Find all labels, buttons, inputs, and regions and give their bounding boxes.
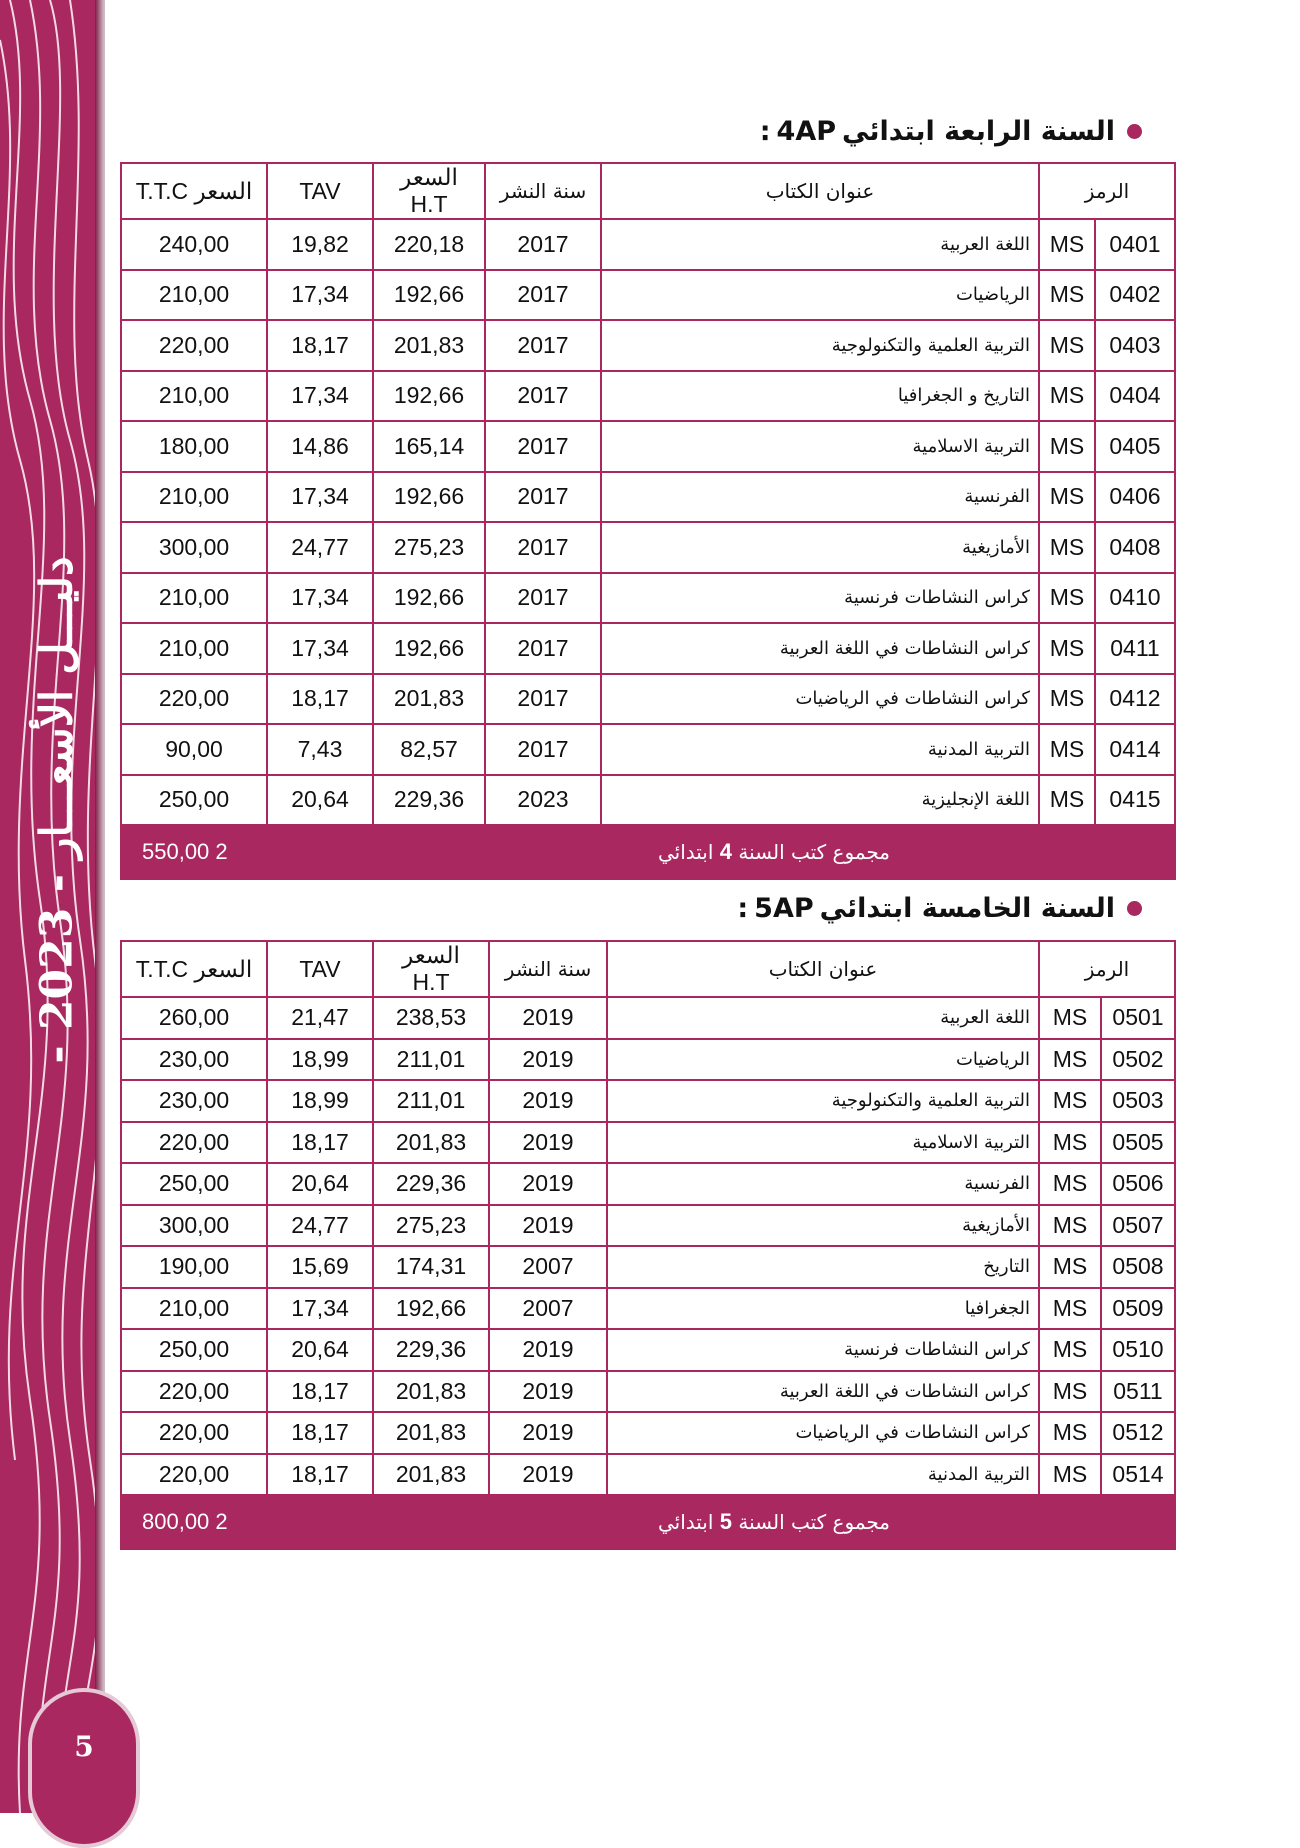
cell-year: 2017	[485, 219, 601, 270]
cell-code: 0414	[1095, 724, 1175, 775]
cell-tav: 24,77	[267, 522, 373, 573]
total-value: 2 800,00	[121, 1495, 373, 1549]
cell-ms: MS	[1039, 1288, 1101, 1330]
cell-year: 2019	[489, 1039, 607, 1081]
header-title: عنوان الكتاب	[607, 941, 1039, 997]
header-tav: TAV	[267, 163, 373, 219]
cell-code: 0401	[1095, 219, 1175, 270]
cell-ht: 229,36	[373, 1329, 489, 1371]
cell-code: 0408	[1095, 522, 1175, 573]
table-row	[121, 1288, 1175, 1330]
cell-ttc: 300,00	[121, 1205, 267, 1247]
cell-tav: 17,34	[267, 472, 373, 523]
cell-code: 0511	[1101, 1371, 1175, 1413]
cell-tav: 24,77	[267, 1205, 373, 1247]
heading-code: 5AP	[754, 893, 814, 924]
cell-ttc: 230,00	[121, 1080, 267, 1122]
cell-year: 2017	[485, 472, 601, 523]
cell-ht: 238,53	[373, 997, 489, 1039]
cell-ms: MS	[1039, 724, 1095, 775]
cell-tav: 18,17	[267, 1454, 373, 1496]
cell-title: الأمازيغية	[601, 522, 1039, 573]
cell-ttc: 210,00	[121, 371, 267, 422]
cell-year: 2007	[489, 1288, 607, 1330]
cell-year: 2019	[489, 1163, 607, 1205]
cell-ht: 201,83	[373, 1454, 489, 1496]
cell-title: الجغرافيا	[607, 1288, 1039, 1330]
cell-ms: MS	[1039, 1412, 1101, 1454]
cell-year: 2019	[489, 1205, 607, 1247]
total-row-5ap	[121, 1495, 1175, 1549]
sidebar-edge	[95, 0, 105, 1813]
cell-year: 2019	[489, 1412, 607, 1454]
cell-year: 2017	[485, 371, 601, 422]
cell-ht: 201,83	[373, 320, 485, 371]
cell-code: 0412	[1095, 674, 1175, 725]
cell-code: 0503	[1101, 1080, 1175, 1122]
table-row	[121, 421, 1175, 472]
cell-ht: 192,66	[373, 270, 485, 321]
heading-colon: :	[759, 116, 771, 147]
cell-ttc: 210,00	[121, 472, 267, 523]
cell-year: 2019	[489, 1454, 607, 1496]
cell-ms: MS	[1039, 1080, 1101, 1122]
cell-title: كراس النشاطات في اللغة العربية	[601, 623, 1039, 674]
table-row	[121, 674, 1175, 725]
cell-tav: 18,17	[267, 674, 373, 725]
page-number: 5	[74, 1730, 94, 1763]
cell-ttc: 300,00	[121, 522, 267, 573]
cell-code: 0510	[1101, 1329, 1175, 1371]
bullet-icon	[1127, 901, 1142, 916]
cell-year: 2007	[489, 1246, 607, 1288]
table-header-row	[121, 163, 1175, 219]
cell-year: 2019	[489, 1122, 607, 1164]
header-year: سنة النشر	[485, 163, 601, 219]
cell-tav: 14,86	[267, 421, 373, 472]
cell-ttc: 240,00	[121, 219, 267, 270]
price-table-5ap	[120, 940, 1176, 1550]
cell-code: 0405	[1095, 421, 1175, 472]
header-ttc: السعر T.T.C	[121, 941, 267, 997]
cell-title: التاريخ	[607, 1246, 1039, 1288]
bullet-icon	[1127, 124, 1142, 139]
cell-title: كراس النشاطات في اللغة العربية	[607, 1371, 1039, 1413]
cell-title: التربية المدنية	[607, 1454, 1039, 1496]
cell-code: 0406	[1095, 472, 1175, 523]
cell-code: 0502	[1101, 1039, 1175, 1081]
total-value: 2 550,00	[121, 825, 373, 879]
cell-ht: 275,23	[373, 1205, 489, 1247]
cell-ttc: 210,00	[121, 1288, 267, 1330]
header-tav: TAV	[267, 941, 373, 997]
cell-code: 0514	[1101, 1454, 1175, 1496]
cell-year: 2017	[485, 623, 601, 674]
cell-ms: MS	[1039, 997, 1101, 1039]
cell-code: 0505	[1101, 1122, 1175, 1164]
sidebar	[0, 0, 105, 1813]
cell-year: 2019	[489, 997, 607, 1039]
cell-ht: 201,83	[373, 674, 485, 725]
cell-ht: 220,18	[373, 219, 485, 270]
header-title: عنوان الكتاب	[601, 163, 1039, 219]
cell-tav: 18,17	[267, 1371, 373, 1413]
cell-ht: 165,14	[373, 421, 485, 472]
cell-year: 2017	[485, 320, 601, 371]
cell-tav: 15,69	[267, 1246, 373, 1288]
cell-ht: 192,66	[373, 472, 485, 523]
cell-year: 2017	[485, 421, 601, 472]
cell-ttc: 250,00	[121, 1163, 267, 1205]
cell-title: كراس النشاطات في الرياضيات	[601, 674, 1039, 725]
cell-ms: MS	[1039, 623, 1095, 674]
cell-ttc: 230,00	[121, 1039, 267, 1081]
cell-ttc: 190,00	[121, 1246, 267, 1288]
cell-ttc: 220,00	[121, 1122, 267, 1164]
cell-tav: 17,34	[267, 623, 373, 674]
heading-text: السنة الرابعة ابتدائي	[842, 116, 1115, 147]
cell-ttc: 220,00	[121, 1371, 267, 1413]
cell-code: 0404	[1095, 371, 1175, 422]
total-label: مجموع كتب السنة 4 ابتدائي	[373, 825, 1175, 879]
table-row	[121, 1246, 1175, 1288]
cell-ms: MS	[1039, 1122, 1101, 1164]
cell-year: 2017	[485, 674, 601, 725]
cell-ht: 275,23	[373, 522, 485, 573]
table-row	[121, 472, 1175, 523]
cell-ms: MS	[1039, 219, 1095, 270]
cell-tav: 18,99	[267, 1039, 373, 1081]
cell-ht: 192,66	[373, 371, 485, 422]
cell-code: 0512	[1101, 1412, 1175, 1454]
header-ht: السعر H.T	[373, 163, 485, 219]
cell-tav: 17,34	[267, 1288, 373, 1330]
cell-code: 0411	[1095, 623, 1175, 674]
cell-ht: 192,66	[373, 1288, 489, 1330]
cell-code: 0402	[1095, 270, 1175, 321]
table-row	[121, 775, 1175, 826]
table-row	[121, 1454, 1175, 1496]
cell-title: الرياضيات	[607, 1039, 1039, 1081]
cell-title: التربية المدنية	[601, 724, 1039, 775]
cell-ttc: 210,00	[121, 623, 267, 674]
cell-title: التربية الاسلامية	[607, 1122, 1039, 1164]
cell-title: الفرنسية	[607, 1163, 1039, 1205]
cell-tav: 17,34	[267, 371, 373, 422]
cell-ms: MS	[1039, 320, 1095, 371]
cell-ht: 192,66	[373, 623, 485, 674]
header-code: الرمز	[1039, 163, 1175, 219]
cell-ms: MS	[1039, 1163, 1101, 1205]
table-row	[121, 1122, 1175, 1164]
cell-tav: 20,64	[267, 775, 373, 826]
cell-code: 0415	[1095, 775, 1175, 826]
cell-tav: 18,17	[267, 1412, 373, 1454]
cell-ttc: 210,00	[121, 270, 267, 321]
header-ttc: السعر T.T.C	[121, 163, 267, 219]
cell-year: 2017	[485, 270, 601, 321]
sidebar-title: دليـــل الأسعـــار - 2023 -	[31, 556, 83, 1064]
cell-ht: 229,36	[373, 1163, 489, 1205]
heading-colon: :	[737, 893, 749, 924]
cell-ht: 174,31	[373, 1246, 489, 1288]
cell-ht: 201,83	[373, 1371, 489, 1413]
cell-title: اللغة الإنجليزية	[601, 775, 1039, 826]
cell-ms: MS	[1039, 1454, 1101, 1496]
cell-year: 2017	[485, 573, 601, 624]
cell-ms: MS	[1039, 472, 1095, 523]
cell-ms: MS	[1039, 270, 1095, 321]
cell-title: الرياضيات	[601, 270, 1039, 321]
heading-text: السنة الخامسة ابتدائي	[819, 893, 1115, 924]
cell-ht: 192,66	[373, 573, 485, 624]
cell-title: اللغة العربية	[601, 219, 1039, 270]
cell-tav: 18,17	[267, 320, 373, 371]
table-row	[121, 270, 1175, 321]
cell-title: الأمازيغية	[607, 1205, 1039, 1247]
cell-year: 2019	[489, 1080, 607, 1122]
cell-title: الفرنسية	[601, 472, 1039, 523]
cell-code: 0501	[1101, 997, 1175, 1039]
section-heading-5ap	[737, 893, 1142, 924]
total-row-4ap	[121, 825, 1175, 879]
header-code: الرمز	[1039, 941, 1175, 997]
cell-ms: MS	[1039, 371, 1095, 422]
cell-ttc: 180,00	[121, 421, 267, 472]
cell-code: 0506	[1101, 1163, 1175, 1205]
cell-ttc: 260,00	[121, 997, 267, 1039]
cell-tav: 18,99	[267, 1080, 373, 1122]
cell-title: التربية العلمية والتكنولوجية	[601, 320, 1039, 371]
table-row	[121, 1205, 1175, 1247]
table-row	[121, 997, 1175, 1039]
cell-ttc: 250,00	[121, 775, 267, 826]
table-row	[121, 623, 1175, 674]
cell-ttc: 220,00	[121, 1454, 267, 1496]
cell-tav: 20,64	[267, 1329, 373, 1371]
table-row	[121, 1329, 1175, 1371]
cell-code: 0410	[1095, 573, 1175, 624]
cell-ms: MS	[1039, 421, 1095, 472]
cell-tav: 18,17	[267, 1122, 373, 1164]
cell-ttc: 210,00	[121, 573, 267, 624]
cell-code: 0508	[1101, 1246, 1175, 1288]
cell-ttc: 90,00	[121, 724, 267, 775]
cell-ttc: 220,00	[121, 1412, 267, 1454]
cell-tav: 20,64	[267, 1163, 373, 1205]
cell-ht: 211,01	[373, 1080, 489, 1122]
table-row	[121, 320, 1175, 371]
price-table-4ap	[120, 162, 1176, 880]
cell-title: التربية الاسلامية	[601, 421, 1039, 472]
heading-code: 4AP	[776, 116, 837, 147]
page-number-tab	[28, 1688, 140, 1848]
cell-code: 0403	[1095, 320, 1175, 371]
table-row	[121, 1080, 1175, 1122]
cell-ms: MS	[1039, 1039, 1101, 1081]
cell-year: 2017	[485, 724, 601, 775]
cell-year: 2023	[485, 775, 601, 826]
table-row	[121, 1371, 1175, 1413]
cell-ttc: 220,00	[121, 674, 267, 725]
cell-ms: MS	[1039, 1246, 1101, 1288]
cell-title: كراس النشاطات فرنسية	[601, 573, 1039, 624]
header-year: سنة النشر	[489, 941, 607, 997]
table-row	[121, 1039, 1175, 1081]
cell-code: 0507	[1101, 1205, 1175, 1247]
cell-ms: MS	[1039, 775, 1095, 826]
total-label: مجموع كتب السنة 5 ابتدائي	[373, 1495, 1175, 1549]
table-row	[121, 522, 1175, 573]
cell-tav: 21,47	[267, 997, 373, 1039]
cell-title: التربية العلمية والتكنولوجية	[607, 1080, 1039, 1122]
table-row	[121, 724, 1175, 775]
cell-ht: 82,57	[373, 724, 485, 775]
cell-title: كراس النشاطات فرنسية	[607, 1329, 1039, 1371]
cell-ms: MS	[1039, 1329, 1101, 1371]
cell-tav: 17,34	[267, 270, 373, 321]
cell-ht: 229,36	[373, 775, 485, 826]
cell-ms: MS	[1039, 522, 1095, 573]
section-heading-4ap	[760, 116, 1142, 147]
cell-ht: 201,83	[373, 1412, 489, 1454]
cell-year: 2019	[489, 1371, 607, 1413]
cell-ms: MS	[1039, 674, 1095, 725]
cell-tav: 7,43	[267, 724, 373, 775]
table-row	[121, 1412, 1175, 1454]
cell-code: 0509	[1101, 1288, 1175, 1330]
table-row	[121, 573, 1175, 624]
header-ht: السعر H.T	[373, 941, 489, 997]
cell-ms: MS	[1039, 1205, 1101, 1247]
table-header-row	[121, 941, 1175, 997]
cell-tav: 19,82	[267, 219, 373, 270]
table-row	[121, 1163, 1175, 1205]
cell-title: كراس النشاطات في الرياضيات	[607, 1412, 1039, 1454]
cell-ht: 211,01	[373, 1039, 489, 1081]
cell-year: 2017	[485, 522, 601, 573]
table-row	[121, 219, 1175, 270]
cell-ms: MS	[1039, 1371, 1101, 1413]
table-row	[121, 371, 1175, 422]
cell-ttc: 220,00	[121, 320, 267, 371]
cell-year: 2019	[489, 1329, 607, 1371]
cell-ms: MS	[1039, 573, 1095, 624]
cell-ht: 201,83	[373, 1122, 489, 1164]
cell-title: التاريخ و الجغرافيا	[601, 371, 1039, 422]
cell-title: اللغة العربية	[607, 997, 1039, 1039]
cell-tav: 17,34	[267, 573, 373, 624]
cell-ttc: 250,00	[121, 1329, 267, 1371]
